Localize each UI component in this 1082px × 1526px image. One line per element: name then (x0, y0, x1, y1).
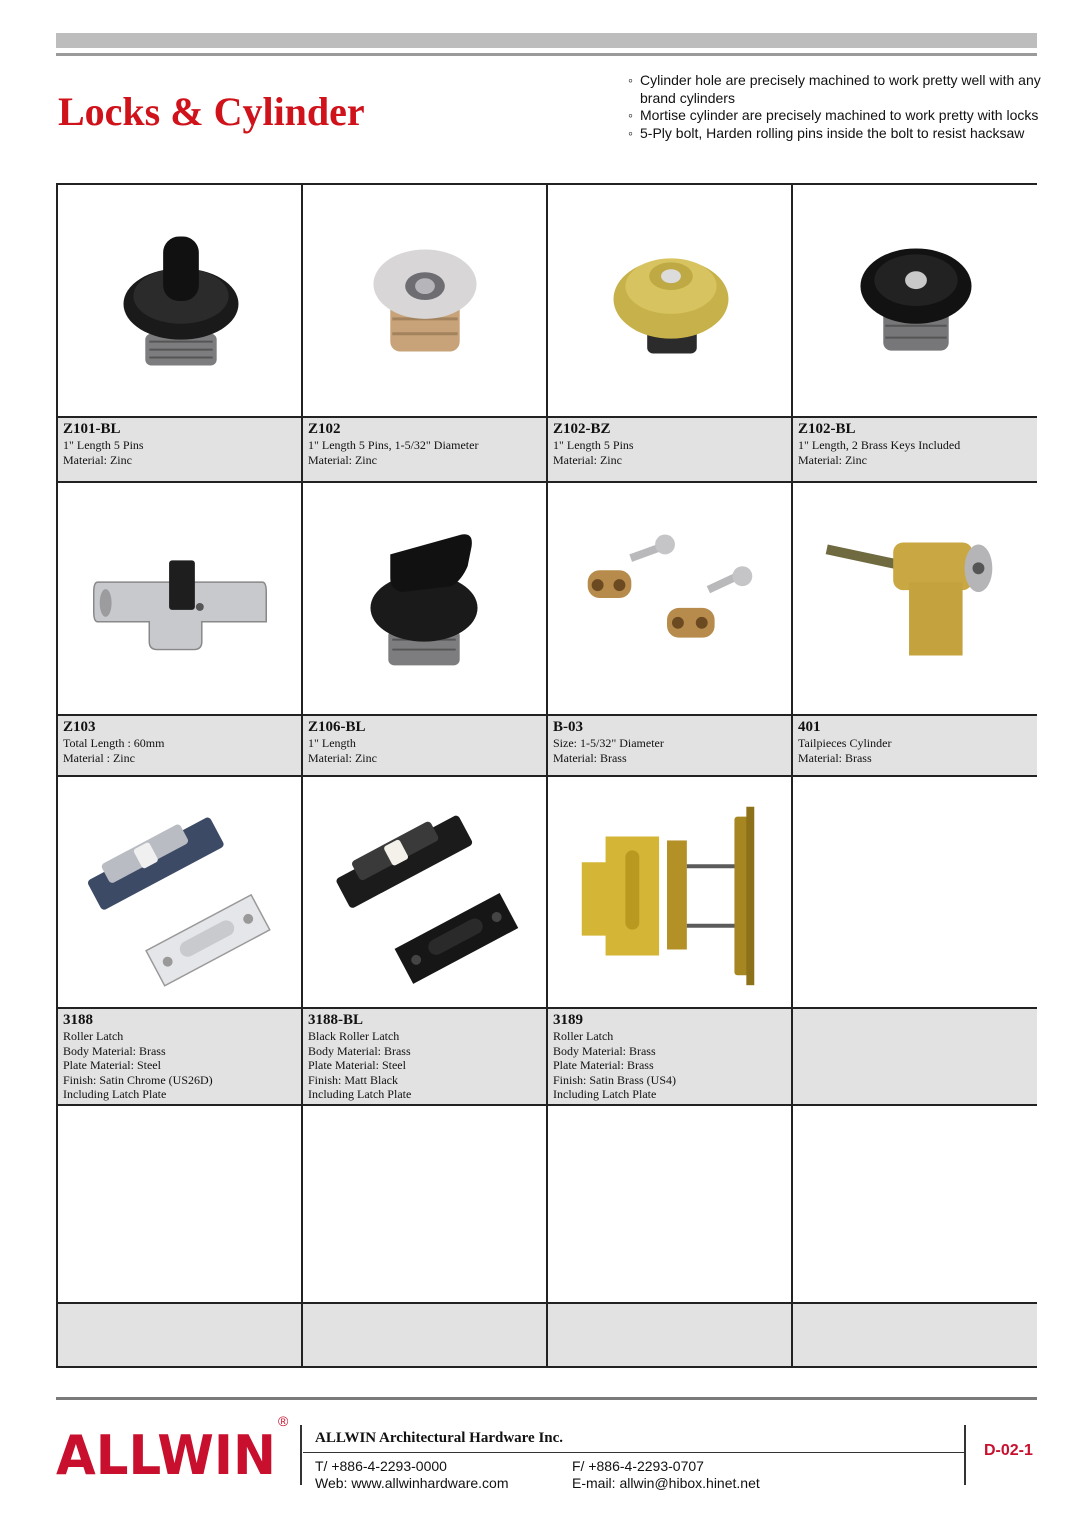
product-caption: Z102 1" Length 5 Pins, 1-5/32" Diameter Material: Zinc (303, 418, 548, 483)
product-image-b-03 (548, 483, 793, 716)
product-image-z103 (58, 483, 303, 716)
product-caption: Z102-BZ 1" Length 5 Pins Material: Zinc (548, 418, 793, 483)
empty-caption-cell (793, 1304, 1037, 1366)
empty-image-cell (303, 1106, 548, 1304)
thumb-turn-black-icon (303, 483, 546, 714)
empty-image-cell (793, 777, 1037, 1009)
product-caption: Z101-BL 1" Length 5 Pins Material: Zinc (58, 418, 303, 483)
product-caption: 3188 Roller Latch Body Material: Brass Plate Material: Steel Finish: Satin Chrome (US26D) Including Latch Plate (58, 1009, 303, 1106)
registered-mark: ® (278, 1413, 289, 1429)
roller-latch-chrome-icon (58, 777, 301, 1007)
mortise-cylinder-black-icon (793, 185, 1037, 416)
product-image-401 (793, 483, 1037, 716)
footer-hline (303, 1452, 965, 1453)
contact-left (315, 1458, 508, 1492)
page-title: Locks & Cylinder (58, 89, 365, 134)
product-image-z101-bl (58, 185, 303, 418)
product-image-z102-bz (548, 185, 793, 418)
mortise-cylinder-icon (303, 185, 546, 416)
fax-number: F/ +886-4-2293-0707 (572, 1458, 704, 1474)
key-cylinders-icon (548, 483, 791, 714)
page-code: D-02-1 (984, 1442, 1033, 1459)
tailpiece-cylinder-icon (793, 483, 1037, 714)
empty-image-cell (58, 1106, 303, 1304)
footer-divider (964, 1425, 966, 1485)
product-image-3189 (548, 777, 793, 1009)
roller-latch-brass-icon (548, 777, 791, 1007)
footer-divider (300, 1425, 302, 1485)
feature-item: ◦ Cylinder hole are precisely machined to work pretty well with any brand cylinders (628, 72, 1041, 106)
contact-right (572, 1458, 760, 1492)
svg-text:ALLWIN: ALLWIN (56, 1424, 276, 1484)
company-name: ALLWIN Architectural Hardware Inc. (315, 1430, 564, 1446)
product-grid (56, 183, 1037, 1368)
email-link[interactable]: E-mail: allwin@hibox.hinet.net (572, 1475, 760, 1491)
feature-list (628, 72, 1048, 142)
phone-number: T/ +886-4-2293-0000 (315, 1458, 447, 1474)
feature-item: ◦ Mortise cylinder are precisely machined to work pretty with locks (628, 107, 1039, 123)
roller-latch-black-icon (303, 777, 546, 1007)
allwin-logo (56, 1422, 296, 1484)
euro-profile-cylinder-icon (58, 483, 301, 714)
thumb-turn-cylinder-icon (58, 185, 301, 416)
empty-caption-cell (793, 1009, 1037, 1106)
product-caption: 3188-BL Black Roller Latch Body Material: Brass Plate Material: Steel Finish: Matt Black Including Latch Plate (303, 1009, 548, 1106)
empty-image-cell (548, 1106, 793, 1304)
website-link[interactable]: Web: www.allwinhardware.com (315, 1475, 509, 1491)
feature-item: ◦ 5-Ply bolt, Harden rolling pins inside the bolt to resist hacksaw (628, 124, 1025, 141)
header-rule (56, 53, 1037, 56)
product-image-3188-bl (303, 777, 548, 1009)
empty-caption-cell (58, 1304, 303, 1366)
product-caption: B-03 Size: 1-5/32" Diameter Material: Brass (548, 716, 793, 777)
product-image-z102 (303, 185, 548, 418)
product-caption: Z103 Total Length : 60mm Material : Zinc (58, 716, 303, 777)
footer-rule (56, 1397, 1037, 1400)
product-caption: 401 Tailpieces Cylinder Material: Brass (793, 716, 1037, 777)
empty-image-cell (793, 1106, 1037, 1304)
product-caption: 3189 Roller Latch Body Material: Brass Plate Material: Brass Finish: Satin Brass (US4) Including Latch Plate (548, 1009, 793, 1106)
empty-caption-cell (303, 1304, 548, 1366)
header-bar (56, 33, 1037, 48)
mortise-cylinder-brass-icon (548, 185, 791, 416)
product-caption: Z106-BL 1" Length Material: Zinc (303, 716, 548, 777)
product-caption: Z102-BL 1" Length, 2 Brass Keys Included Material: Zinc (793, 418, 1037, 483)
empty-caption-cell (548, 1304, 793, 1366)
product-image-z102-bl (793, 185, 1037, 418)
product-image-z106-bl (303, 483, 548, 716)
product-image-3188 (58, 777, 303, 1009)
